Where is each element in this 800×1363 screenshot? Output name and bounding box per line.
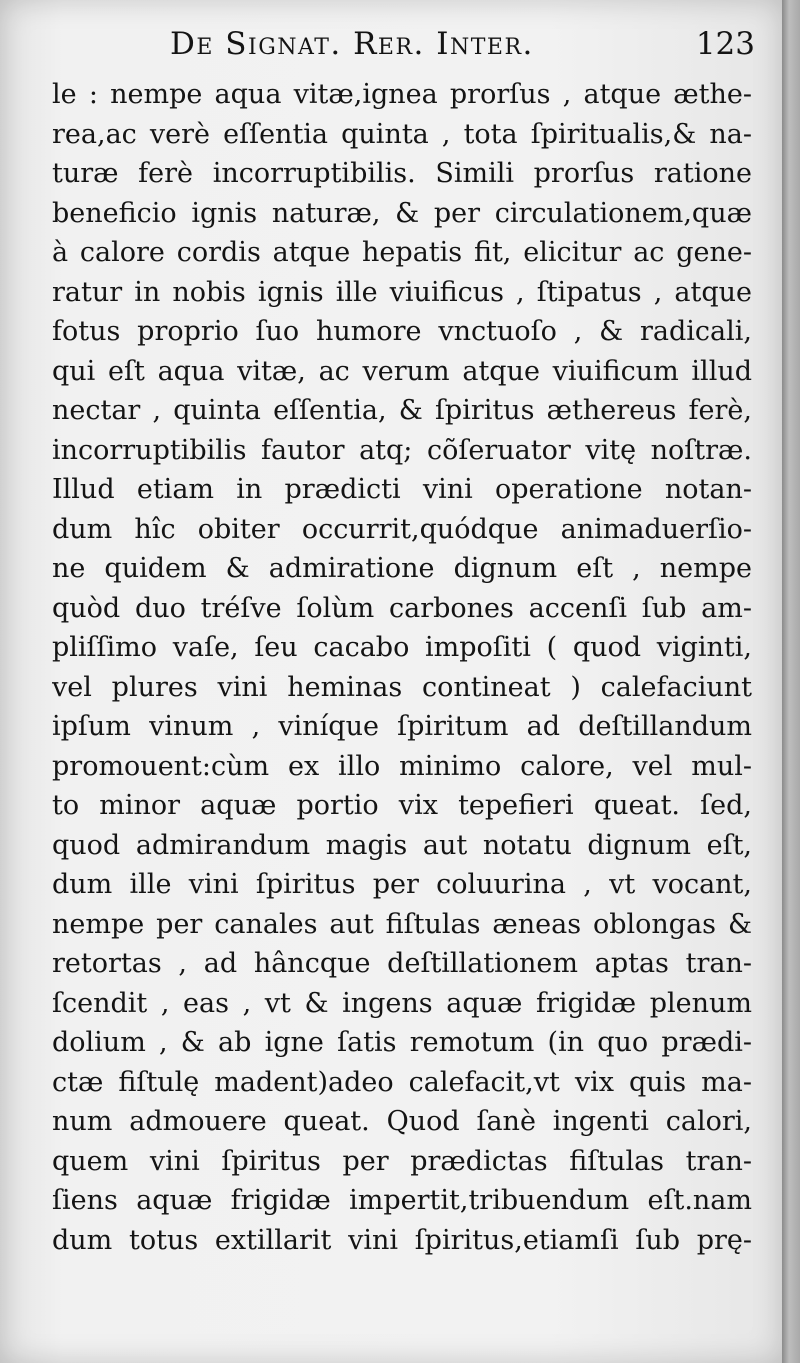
text-line: à calore cordis atque hepatis fit, elicitur ac gene-: [52, 237, 752, 268]
page-edge: [782, 0, 800, 1363]
text-line: quem vini ſpiritus per prædictas fiſtulas tran-: [52, 1145, 752, 1177]
text-line: turæ ferè incorruptibilis. Simili prorſus ratione: [52, 158, 752, 189]
text-line: dum totus extillarit vini ſpiritus,etiamſi ſub prę-: [52, 1224, 752, 1256]
text-line: to minor aquæ portio vix tepefieri queat. ſed,: [52, 790, 752, 821]
text-line: Illud etiam in prædicti vini operatione notan-: [52, 474, 752, 505]
text-line: beneficio ignis naturæ, & per circulationem,quæ: [52, 197, 752, 229]
text-line: nectar , quinta eſſentia, & ſpiritus æthereus ferè,: [52, 395, 752, 426]
text-line: quòd duo tréſve ſolùm carbones accenſi ſub am-: [52, 592, 752, 624]
text-line: pliſſimo vaſe, ſeu cacabo impoſiti ( quod viginti,: [52, 632, 752, 663]
text-line: ne quidem & admiratione dignum eſt , nempe: [52, 553, 752, 584]
text-line: ſiens aquæ frigidæ impertit,tribuendum eſt.nam: [52, 1185, 752, 1216]
text-line: rea,ac verè eſſentia quinta , tota ſpiritualis,& na-: [52, 118, 752, 150]
text-line: dum ille vini ſpiritus per coluurina , vt vocant,: [52, 869, 752, 900]
text-line: le : nempe aqua vitæ,ignea prorſus , atque æthe-: [52, 79, 752, 110]
text-line: qui eſt aqua vitæ, ac verum atque viuificum illud: [52, 355, 752, 387]
text-line: promouent:cùm ex illo minimo calore, vel mul-: [52, 750, 752, 782]
page-header: [170, 26, 755, 66]
text-line: vel plures vini heminas contineat ) calefaciunt: [52, 671, 752, 703]
body-text: [52, 75, 752, 1260]
text-line: dolium , & ab igne ſatis remotum (in quo prædi-: [52, 1027, 752, 1058]
text-line: ctæ fiſtulę madent)adeo calefacit,vt vix quis ma-: [52, 1066, 752, 1098]
running-head: De Signat. Rer. Inter.: [170, 26, 534, 62]
text-line: retortas , ad hâncque deſtillationem aptas tran-: [52, 948, 752, 979]
text-line: quod admirandum magis aut notatu dignum eſt,: [52, 829, 752, 861]
text-line: fotus proprio ſuo humore vnctuoſo , & radicali,: [52, 316, 752, 347]
text-line: ratur in nobis ignis ille viuificus , ſtipatus , atque: [52, 276, 752, 308]
page-number: 123: [695, 26, 755, 62]
text-line: nempe per canales aut fiſtulas æneas oblongas &: [52, 908, 752, 940]
text-line: dum hîc obiter occurrit,quódque animaduerſio-: [52, 513, 752, 545]
text-line: incorruptibilis fautor atq; cõſeruator vitę noſtræ.: [52, 434, 752, 466]
text-line: ipſum vinum , viníque ſpiritum ad deſtillandum: [52, 711, 752, 742]
text-line: num admouere queat. Quod ſanè ingenti calori,: [52, 1106, 752, 1137]
text-line: ſcendit , eas , vt & ingens aquæ frigidæ plenum: [52, 987, 752, 1019]
